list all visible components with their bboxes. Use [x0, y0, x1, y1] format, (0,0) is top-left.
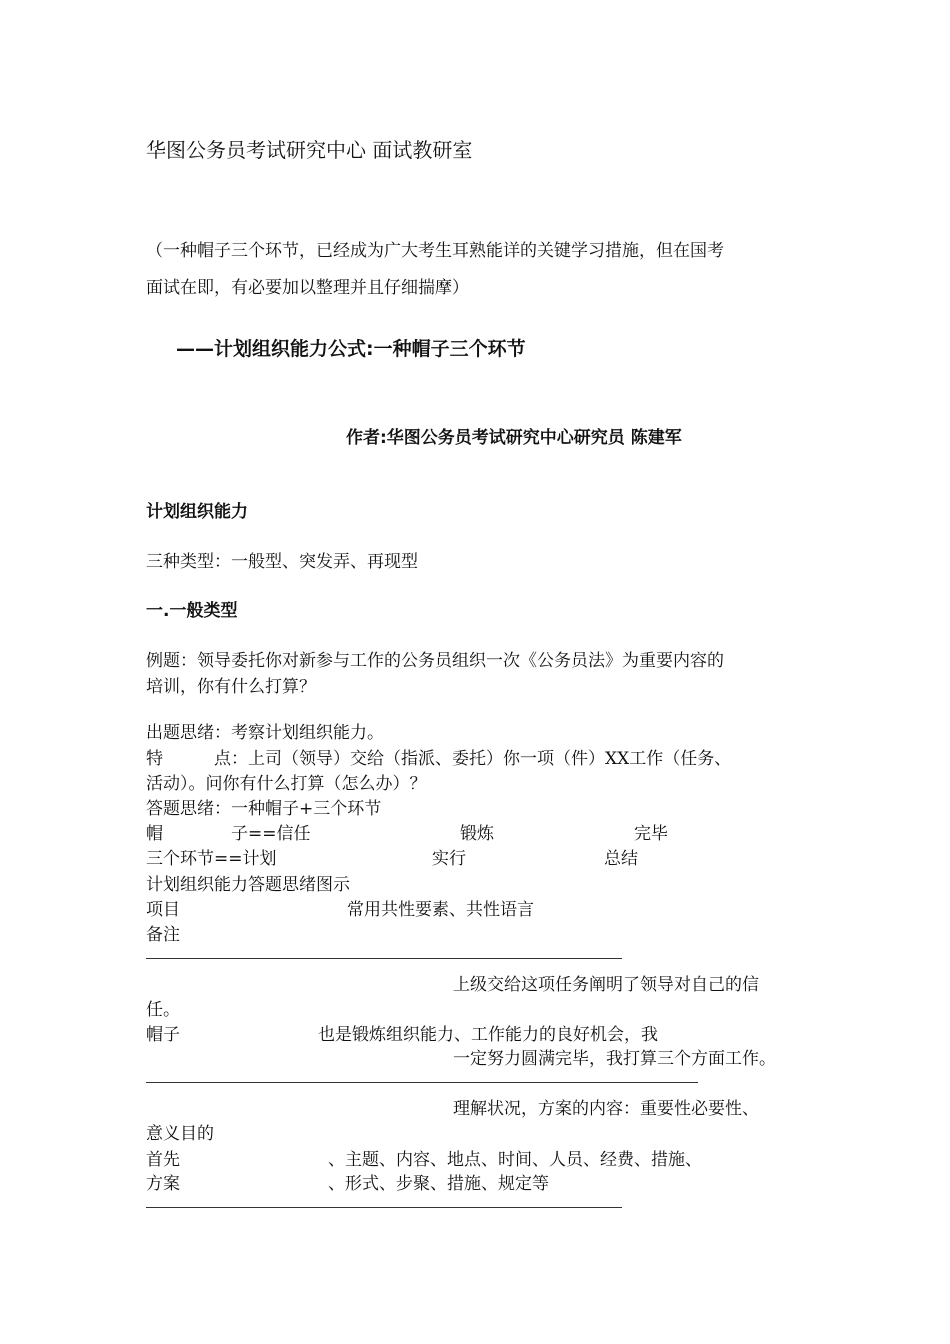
article-title: ——计划组织能力公式:一种帽子三个环节: [176, 338, 526, 360]
table-col-note: 备注: [146, 925, 180, 945]
row2-text-3: 、形式、步聚、措施、规定等: [328, 1174, 549, 1194]
table-col-item: 项目: [146, 900, 180, 920]
hat-label: 帽: [146, 824, 163, 844]
table-divider-3: [146, 1207, 622, 1208]
intro-line-2: 面试在即，有必要加以整理并且仔细揣摩）: [146, 278, 469, 298]
row1-text-1-cont: 任。: [146, 1000, 180, 1020]
feature-line-cont: 活动）。问你有什么打算（怎么办）？: [146, 774, 427, 794]
row2-text-1: 理解状况，方案的内容：重要性必要性、: [453, 1099, 759, 1119]
diagram-title: 计划组织能力答题思绪图示: [146, 875, 350, 895]
thinking-line: 出题思绪：考察计划组织能力。: [146, 723, 384, 743]
steps-summary: 总结: [604, 849, 638, 869]
row1-text-2: 也是锻炼组织能力、工作能力的良好机会，我: [318, 1025, 658, 1045]
row2-text-2: 、主题、内容、地点、时间、人员、经费、措施、: [328, 1150, 702, 1170]
row1-text-3: 一定努力圆满完毕，我打算三个方面工作。: [453, 1049, 776, 1069]
document-header: 华图公务员考试研究中心 面试教研室: [146, 138, 473, 162]
row1-text-1: 上级交给这项任务阐明了领导对自己的信: [453, 975, 759, 995]
example-line-2: 培训，你有什么打算？: [146, 677, 316, 697]
table-col-common: 常用共性要素、共性语言: [347, 900, 534, 920]
row2-text-1-cont: 意义目的: [146, 1124, 214, 1144]
hat-exercise: 锻炼: [460, 824, 494, 844]
answer-line: 答题思绪：一种帽子+三个环节: [146, 799, 382, 819]
table-divider-1: [146, 958, 622, 959]
author-line: 作者:华图公务员考试研究中心研究员 陈建军: [346, 428, 682, 448]
row2-label-1: 首先: [146, 1150, 180, 1170]
feature-label: 特: [146, 749, 163, 769]
table-divider-2: [146, 1082, 698, 1083]
feature-line: 点：上司（领导）交给（指派、委托）你一项（件）XX工作（任务、: [214, 749, 732, 769]
row1-label: 帽子: [146, 1025, 180, 1045]
section-heading: 计划组织能力: [146, 502, 248, 522]
sub-heading: 一.一般类型: [146, 601, 238, 621]
example-line-1: 例题：领导委托你对新参与工作的公务员组织一次《公务员法》为重要内容的: [146, 651, 724, 671]
steps-plan: 三个环节==计划: [146, 849, 277, 869]
intro-line-1: （一种帽子三个环节，已经成为广大考生耳熟能详的关键学习措施，但在国考: [146, 241, 724, 261]
types-line: 三种类型：一般型、突发弄、再现型: [146, 552, 418, 572]
steps-implement: 实行: [432, 849, 466, 869]
hat-trust: 子==信任: [231, 824, 311, 844]
hat-complete: 完毕: [634, 824, 668, 844]
row2-label-2: 方案: [146, 1174, 180, 1194]
